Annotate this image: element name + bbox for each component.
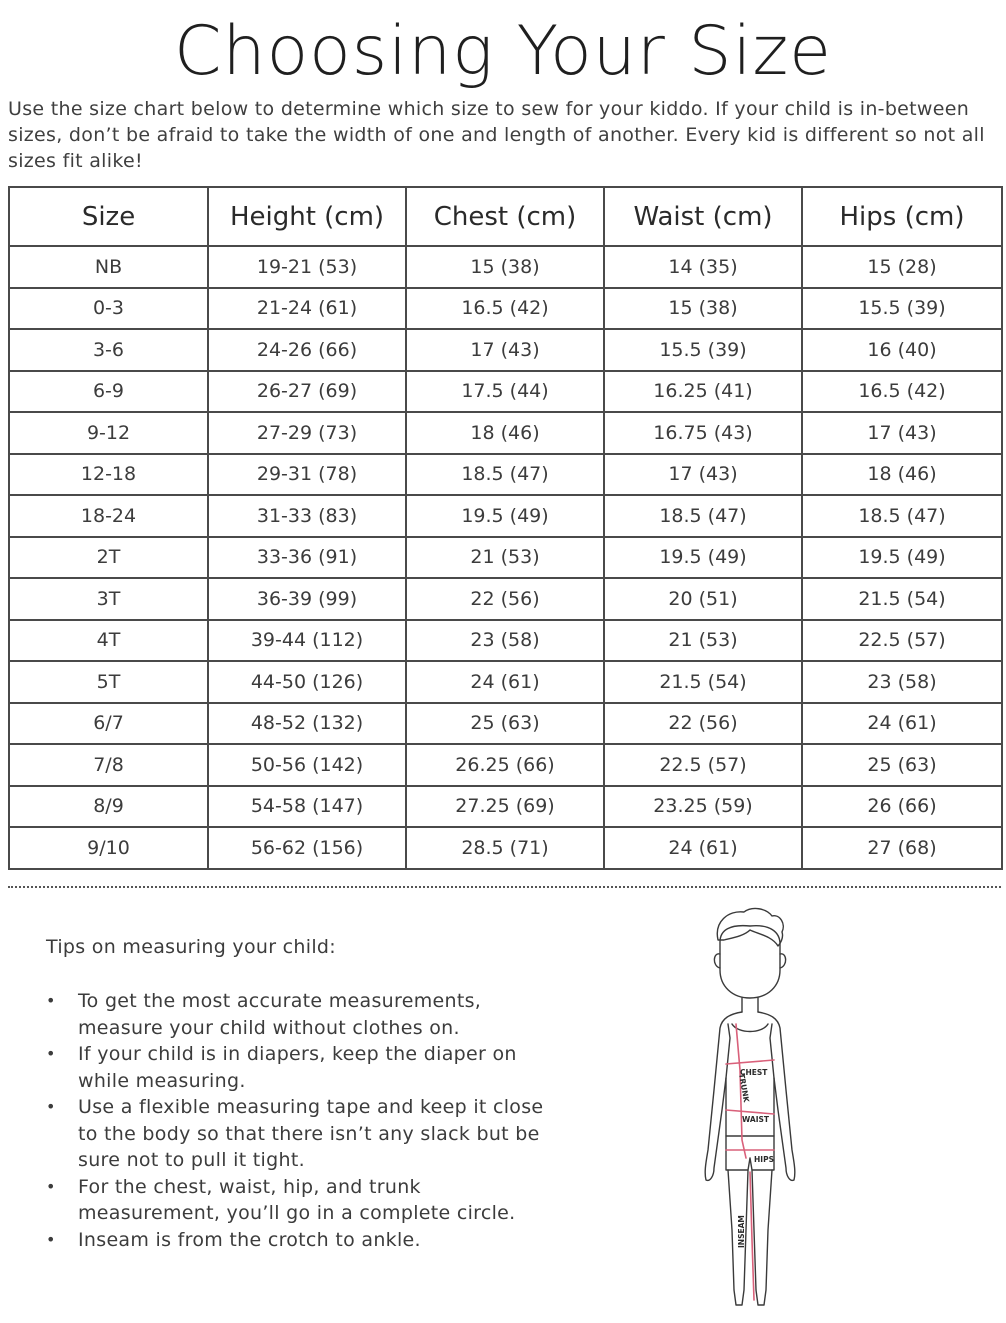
table-cell: 21-24 (61) [208, 288, 406, 330]
table-cell: 4T [9, 620, 208, 662]
table-cell: 3-6 [9, 329, 208, 371]
table-cell: 15 (38) [604, 288, 802, 330]
table-cell: 21.5 (54) [604, 661, 802, 703]
table-cell: 17 (43) [802, 412, 1002, 454]
table-cell: 39-44 (112) [208, 620, 406, 662]
table-cell: 29-31 (78) [208, 454, 406, 496]
table-cell: 12-18 [9, 454, 208, 496]
chest-label: CHEST [740, 1068, 768, 1077]
table-cell: 19.5 (49) [406, 495, 604, 537]
table-cell: 3T [9, 578, 208, 620]
table-row [9, 537, 1002, 579]
tip-item: • Inseam is from the crotch to ankle. [46, 1227, 546, 1254]
hips-label: HIPS [754, 1155, 774, 1164]
table-cell: 19.5 (49) [802, 537, 1002, 579]
table-cell: 36-39 (99) [208, 578, 406, 620]
page-title: Choosing Your Size [174, 12, 832, 91]
intro-paragraph: Use the size chart below to determine which size to sew for your kiddo. If your child is in-between sizes, don’t be afraid to take the width of one and length of another. Every kid is different so not all sizes fit alike! [8, 98, 985, 172]
table-row [9, 371, 1002, 413]
table-cell: 21.5 (54) [802, 578, 1002, 620]
table-cell: 2T [9, 537, 208, 579]
table-cell: 25 (63) [802, 744, 1002, 786]
table-row [9, 661, 1002, 703]
waist-tape [726, 1110, 774, 1114]
inseam-label: INSEAM [737, 1215, 746, 1248]
table-cell: 18.5 (47) [406, 454, 604, 496]
tips-list [46, 988, 546, 1253]
table-cell: NB [9, 246, 208, 288]
table-cell: 16 (40) [802, 329, 1002, 371]
table-cell: 7/8 [9, 744, 208, 786]
child-measurement-figure [680, 900, 820, 1323]
table-cell: 9-12 [9, 412, 208, 454]
table-row [9, 329, 1002, 371]
table-row [9, 246, 1002, 288]
table-cell: 19-21 (53) [208, 246, 406, 288]
table-cell: 21 (53) [604, 620, 802, 662]
table-cell: 23.25 (59) [604, 786, 802, 828]
table-cell: 27-29 (73) [208, 412, 406, 454]
tip-item: • To get the most accurate measurements, measure your child without clothes on. [46, 988, 546, 1041]
head-outline [720, 926, 780, 998]
header-chest: Chest (cm) [406, 187, 604, 246]
table-cell: 25 (63) [406, 703, 604, 745]
table-cell: 54-58 (147) [208, 786, 406, 828]
table-cell: 48-52 (132) [208, 703, 406, 745]
table-cell: 15.5 (39) [604, 329, 802, 371]
table-cell: 33-36 (91) [208, 537, 406, 579]
tips-heading: Tips on measuring your child: [46, 936, 336, 958]
table-cell: 50-56 (142) [208, 744, 406, 786]
table-cell: 24 (61) [406, 661, 604, 703]
table-cell: 24 (61) [604, 827, 802, 869]
table-cell: 16.5 (42) [802, 371, 1002, 413]
trunk-label: TRUNK [737, 1072, 751, 1103]
table-cell: 24 (61) [802, 703, 1002, 745]
table-cell: 18.5 (47) [604, 495, 802, 537]
table-cell: 21 (53) [406, 537, 604, 579]
table-cell: 15 (38) [406, 246, 604, 288]
table-cell: 22.5 (57) [802, 620, 1002, 662]
chest-tape [726, 1060, 774, 1064]
table-row [9, 495, 1002, 537]
header-waist: Waist (cm) [604, 187, 802, 246]
table-row [9, 744, 1002, 786]
table-row [9, 703, 1002, 745]
table-row [9, 288, 1002, 330]
table-cell: 22 (56) [406, 578, 604, 620]
table-cell: 23 (58) [802, 661, 1002, 703]
header-size: Size [9, 187, 208, 246]
table-cell: 28.5 (71) [406, 827, 604, 869]
table-cell: 0-3 [9, 288, 208, 330]
table-cell: 24-26 (66) [208, 329, 406, 371]
table-cell: 27.25 (69) [406, 786, 604, 828]
table-cell: 18 (46) [802, 454, 1002, 496]
table-cell: 15 (28) [802, 246, 1002, 288]
table-cell: 31-33 (83) [208, 495, 406, 537]
table-cell: 17 (43) [604, 454, 802, 496]
table-row [9, 786, 1002, 828]
table-cell: 9/10 [9, 827, 208, 869]
tip-item: • Use a flexible measuring tape and keep it close to the body so that there isn’t any slack but be sure not to pull it tight. [46, 1094, 546, 1174]
table-row [9, 578, 1002, 620]
table-row [9, 454, 1002, 496]
table-cell: 16.25 (41) [604, 371, 802, 413]
table-row [9, 827, 1002, 869]
table-cell: 5T [9, 661, 208, 703]
header-height: Height (cm) [208, 187, 406, 246]
table-cell: 17 (43) [406, 329, 604, 371]
table-cell: 22.5 (57) [604, 744, 802, 786]
table-cell: 44-50 (126) [208, 661, 406, 703]
table-row [9, 412, 1002, 454]
table-cell: 19.5 (49) [604, 537, 802, 579]
table-cell: 18 (46) [406, 412, 604, 454]
dotted-divider [8, 886, 1001, 888]
table-cell: 17.5 (44) [406, 371, 604, 413]
table-cell: 18-24 [9, 495, 208, 537]
table-cell: 56-62 (156) [208, 827, 406, 869]
table-cell: 16.75 (43) [604, 412, 802, 454]
waist-label: WAIST [742, 1115, 770, 1124]
table-cell: 26 (66) [802, 786, 1002, 828]
tip-item: • If your child is in diapers, keep the diaper on while measuring. [46, 1041, 546, 1094]
table-cell: 18.5 (47) [802, 495, 1002, 537]
tip-item: • For the chest, waist, hip, and trunk measurement, you’ll go in a complete circle. [46, 1174, 546, 1227]
table-cell: 26-27 (69) [208, 371, 406, 413]
table-cell: 27 (68) [802, 827, 1002, 869]
table-row [9, 620, 1002, 662]
table-cell: 16.5 (42) [406, 288, 604, 330]
table-cell: 6-9 [9, 371, 208, 413]
table-cell: 8/9 [9, 786, 208, 828]
table-cell: 14 (35) [604, 246, 802, 288]
table-cell: 23 (58) [406, 620, 604, 662]
table-cell: 26.25 (66) [406, 744, 604, 786]
size-chart-table [8, 186, 1003, 870]
table-cell: 20 (51) [604, 578, 802, 620]
header-hips: Hips (cm) [802, 187, 1002, 246]
hair-outline [717, 909, 783, 946]
table-cell: 22 (56) [604, 703, 802, 745]
table-cell: 6/7 [9, 703, 208, 745]
table-header-row [9, 187, 1002, 246]
table-cell: 15.5 (39) [802, 288, 1002, 330]
